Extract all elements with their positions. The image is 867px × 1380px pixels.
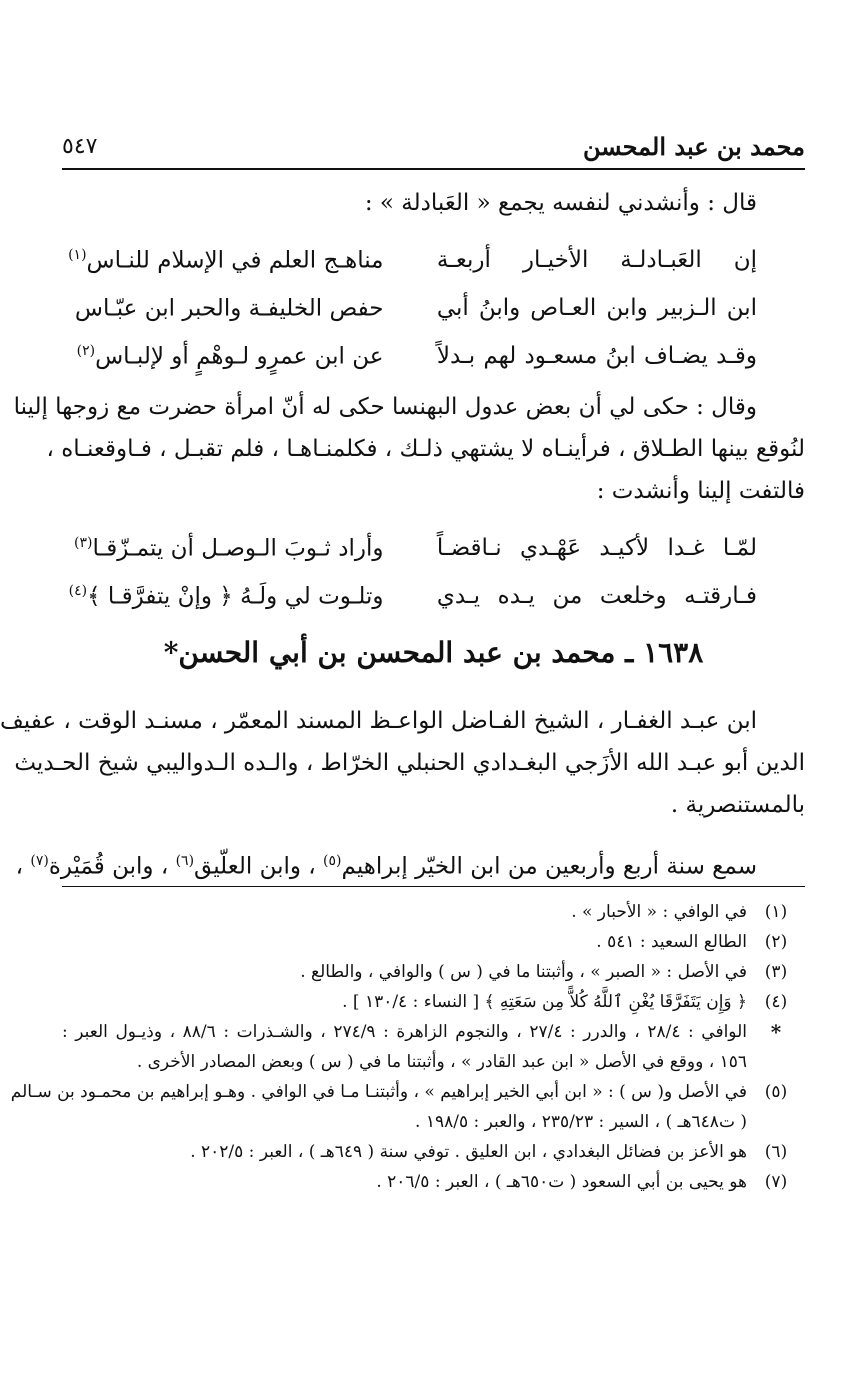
running-title: محمد بن عبد المحسن <box>582 131 805 161</box>
footnote-text: هو يحيى بن أبي السعود ( ت٦٥٠هـ ) ، العبر : ٢٠٦/٥ . <box>376 1172 747 1192</box>
page-number: ٥٤٧ <box>62 133 98 159</box>
footnote-ref: (٦) <box>175 853 195 869</box>
footnote-text: هو الأعز بن فضائل البغدادي ، ابن العليق . توفي سنة ( ٦٤٩هـ ) ، العبر : ٢٠٢/٥ . <box>190 1142 747 1162</box>
first-hemistich: ابن الـزبير وابن العـاص وابنُ أبي <box>436 295 757 321</box>
footnote-number: (١) <box>764 902 788 922</box>
footnote-separator <box>62 886 805 887</box>
poem-farewell <box>68 524 757 620</box>
second-hemistich <box>74 534 384 562</box>
first-hemistich: وقـد يضـاف ابنُ مسعـود لهم بـدلاً <box>436 343 757 369</box>
text-run: سمع سنة أربع وأربعين من ابن الخيّر إبراهيم <box>341 853 757 880</box>
paragraph-teachers <box>15 840 805 888</box>
paragraph-line: ابن عبـد الغفـار ، الشيخ الفـاضل الواعـظ المسند المعمّر ، مسنـد الوقت ، عفيف <box>0 708 757 734</box>
second-hemistich <box>68 582 384 610</box>
paragraph-line <box>15 840 805 888</box>
text-run: ، <box>15 853 31 880</box>
footnote-item <box>62 1137 805 1167</box>
footnote-item <box>62 1167 805 1197</box>
footnote-ref: (١) <box>68 246 87 263</box>
second-hemistich <box>74 295 384 322</box>
footnote-item <box>10 1077 805 1107</box>
footnote-text: في الوافي : « الأحبار » . <box>571 902 747 922</box>
footnote-number: (٤) <box>764 992 788 1012</box>
footnote-number: * <box>770 1020 782 1044</box>
footnotes <box>10 897 805 1197</box>
page-header <box>62 124 805 170</box>
footnote-item <box>62 987 805 1017</box>
verse-line <box>74 524 757 572</box>
first-hemistich: إن العَبـادلـة الأخيـار أربعـة <box>436 247 757 273</box>
second-hemistich <box>68 246 384 274</box>
first-hemistich: لمّـا غـدا لأكيـد عَهْـدي نـاقضـاً <box>436 535 757 561</box>
paragraph-line: لنُوقع بينها الطـلاق ، فرأينـاه لا يشتهي ذلـك ، فكلمنـاهـا ، فلم تقبـل ، فـاوقعنـاه ، <box>46 436 805 462</box>
footnote-item <box>62 1017 805 1047</box>
footnote-continuation: ( ت٦٤٨هـ ) ، السير : ٢٣٥/٢٣ ، والعبر : ١٩٨/٥ . <box>415 1112 747 1132</box>
footnote-text: الطالع السعيد : ٥٤١ . <box>596 932 747 952</box>
footnote-ref: (٣) <box>74 534 93 551</box>
biography-heading: ١٦٣٨ ـ محمد بن عبد المحسن بن أبي الحسن* <box>163 636 704 669</box>
paragraph-line: وقال : حكى لي أن بعض عدول البهنسا حكى له أنّ امرأة حضرت مع زوجها إلينا <box>13 394 757 420</box>
first-hemistich: فـارقتـه وخلعت من يـده يـدي <box>436 583 757 609</box>
paragraph-line: فالتفت إلينا وأنشدت : <box>596 478 805 504</box>
footnote-number: (٢) <box>764 932 788 952</box>
footnote-text: ﴿ وَإِن يَتَفَرَّقَا يُغْنِ ٱللَّهُ كُلاًّ مِن سَعَتِهِ ﴾ [ النساء : ١٣٠/٤ ] . <box>342 992 747 1012</box>
second-hemistich-text: وتلـوت لي ولَـهُ ﴿ وإنْ يتفرَّقـا ﴾ <box>87 583 384 610</box>
intro-line: قال : وأنشدني لنفسه يجمع « العَبادلة » : <box>364 190 757 216</box>
text-run: ، وابن العلّيق <box>194 853 324 880</box>
footnote-number: (٧) <box>764 1172 788 1192</box>
verse-line <box>68 236 757 284</box>
footnote-text: الوافي : ٢٨/٤ ، والدرر : ٢٧/٤ ، والنجوم الزاهرة : ٢٧٤/٩ ، والشـذرات : ٨٨/٦ ، وذيـول العبر : <box>62 1022 747 1042</box>
footnote-ref: (٧) <box>30 853 49 869</box>
paragraph-line: الدين أبو عبـد الله الأزَجي البغـدادي الحنبلي الخرّاط ، والـده الـدواليبي شيخ الحـديث <box>14 750 805 776</box>
footnote-ref: (٤) <box>68 582 88 599</box>
verse-line <box>68 572 757 620</box>
paragraph-biography <box>0 700 805 826</box>
footnote-number: (٦) <box>764 1142 788 1162</box>
second-hemistich-text: مناهـج العلم في الإسلام للنـاس <box>86 247 384 274</box>
footnote-item <box>62 957 805 987</box>
footnote-number: (٣) <box>764 962 788 982</box>
text-run: ، وابن قُمَيْرة <box>48 853 176 880</box>
footnote-text: في الأصل : « الصبر » ، وأثبتنا ما في ( س ) والوافي ، والطالع . <box>300 962 747 982</box>
footnote-ref: (٢) <box>76 342 96 359</box>
paragraph-line: بالمستنصرية . <box>670 792 805 818</box>
poem-abadila <box>68 236 757 380</box>
second-hemistich-text: وأراد ثـوبَ الـوصـل أن يتمـزّقـا <box>92 535 384 562</box>
verse-line <box>74 284 757 332</box>
footnote-item <box>62 897 805 927</box>
verse-line <box>76 332 757 380</box>
paragraph-divorce-story <box>13 386 805 512</box>
footnote-item <box>62 927 805 957</box>
intro-line-block <box>62 182 757 224</box>
footnote-continuation: ١٥٦ ، ووقع في الأصل « ابن عبد القادر » ، وأثبتنا ما في ( س ) وبعض المصادر الأخرى . <box>136 1052 747 1072</box>
footnote-ref: (٥) <box>323 853 342 869</box>
second-hemistich-text: حفص الخليفـة والحبر ابن عبّـاس <box>74 295 384 322</box>
footnote-text: في الأصل و( س ) : « ابن أبي الخير إبراهيم » ، وأثبتنـا مـا في الوافي . وهـو إبراهيم بن محمـود بن سـالم <box>10 1082 747 1102</box>
second-hemistich <box>76 342 384 370</box>
second-hemistich-text: عن ابن عمرٍو لـوهْمٍ أو لإلبـاس <box>95 343 384 370</box>
footnote-number: (٥) <box>764 1082 788 1102</box>
